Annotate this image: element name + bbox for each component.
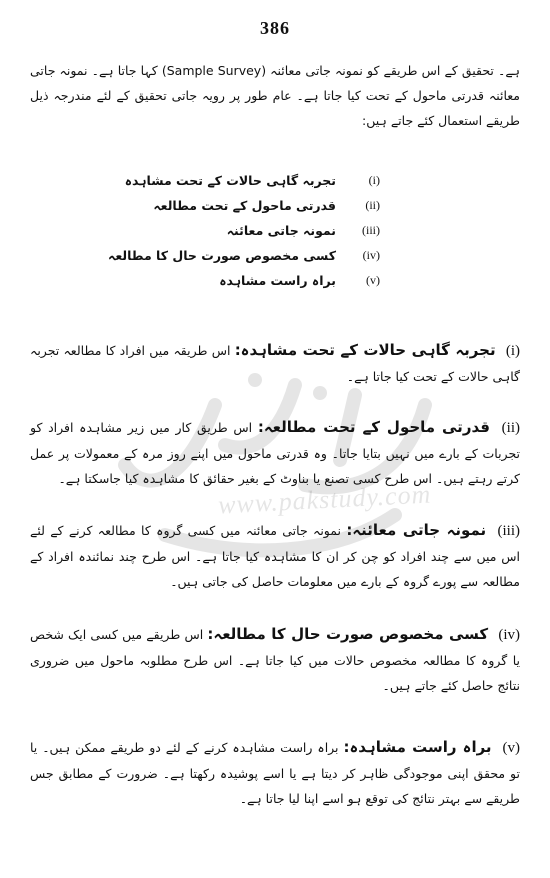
- section-number: (iv): [498, 627, 520, 643]
- list-number: (ii): [365, 198, 380, 212]
- section-paragraph: [30, 415, 520, 491]
- list-number: (v): [366, 273, 380, 287]
- section-text: اس طریقے میں کسی ایک شخص یا گروہ کا مطالعہ مخصوص حالات میں کیا جاتا ہے۔ اس طرح مطلوبہ ماحول میں ضروری نتائج حاصل کئے جاتے ہیں۔: [30, 627, 520, 693]
- section-heading: براہ راست مشاہدہ:: [343, 738, 492, 756]
- section-text: نمونہ جاتی معائنہ میں کسی گروہ کا مطالعہ کرنے کے لئے اس میں سے چند افراد کو چن کر ان کا مشاہدہ کیا جاتا ہے۔ اس طرح چند نمائندہ افراد کے مطالعہ سے پورے گروہ کے بارے میں معلومات حاصل کی جاتی ہیں۔: [30, 523, 520, 589]
- section-text: اس طریقہ میں افراد کا مطالعہ تجربہ گاہی حالات کے تحت کیا جاتا ہے۔: [30, 343, 520, 384]
- section-number: (v): [502, 740, 520, 756]
- section-heading: نمونہ جاتی معائنہ:: [346, 521, 487, 539]
- list-label: نمونہ جاتی معائنہ: [226, 223, 336, 238]
- list-item: [60, 218, 380, 243]
- list-label: قدرتی ماحول کے تحت مطالعہ: [153, 198, 336, 213]
- section-paragraph: [30, 622, 520, 698]
- section-paragraph: [30, 518, 520, 594]
- list-item: [60, 193, 380, 218]
- section-heading: قدرتی ماحول کے تحت مطالعہ:: [257, 418, 490, 436]
- section-heading: تجربہ گاہی حالات کے تحت مشاہدہ:: [234, 341, 496, 359]
- section-number: (ii): [501, 420, 520, 436]
- list-number: (iv): [362, 248, 380, 262]
- intro-paragraph: ہے۔ تحقیق کے اس طریقے کو نمونہ جاتی معائنہ (Sample Survey) کہا جاتا ہے۔ نمونہ جاتی معائنہ قدرتی ماحول کے تحت کیا جاتا ہے۔ عام طور پر رویہ جاتی تحقیق کے لئے مندرجہ ذیل طریقے استعمال کئے جاتے ہیں:: [30, 63, 520, 128]
- section-paragraph: [30, 735, 520, 811]
- method-list: [60, 168, 380, 293]
- section-heading: کسی مخصوص صورت حال کا مطالعہ:: [207, 625, 489, 643]
- section-number: (iii): [497, 523, 520, 539]
- list-item: [60, 168, 380, 193]
- list-label: براہ راست مشاہدہ: [219, 273, 336, 288]
- section-number: (i): [505, 343, 521, 359]
- watermark-url: www.pakstudy.com: [217, 479, 432, 520]
- section-text: اس طریق کار میں زیر مشاہدہ افراد کو تجربات کے بارے میں نہیں بتایا جاتا۔ وہ قدرتی ماحول میں اپنے روز مرہ کے معمولات پر عمل کرتے رہتے ہیں۔ اس طرح کسی تصنع یا بناوٹ کے بغیر حقائق کا مشاہدہ کیا جاسکتا ہے۔: [30, 420, 520, 486]
- list-item: [60, 243, 380, 268]
- page-number: 386: [260, 18, 290, 38]
- section-paragraph: [30, 338, 520, 389]
- section-text: براہ راست مشاہدہ کرنے کے لئے دو طریقے ممکن ہیں۔ یا تو محقق اپنی موجودگی ظاہر کر دیتا ہے یا اسے پوشیدہ رکھتا ہے۔ ضرورت کے مطابق جس طریقے سے بہتر نتائج کی توقع ہو اسے اپنا لیا جاتا ہے۔: [30, 740, 520, 806]
- list-number: (iii): [361, 223, 380, 237]
- list-label: تجربہ گاہی حالات کے تحت مشاہدہ: [124, 173, 336, 188]
- list-number: (i): [368, 173, 380, 187]
- list-item: [60, 268, 380, 293]
- list-label: کسی مخصوص صورت حال کا مطالعہ: [108, 248, 336, 263]
